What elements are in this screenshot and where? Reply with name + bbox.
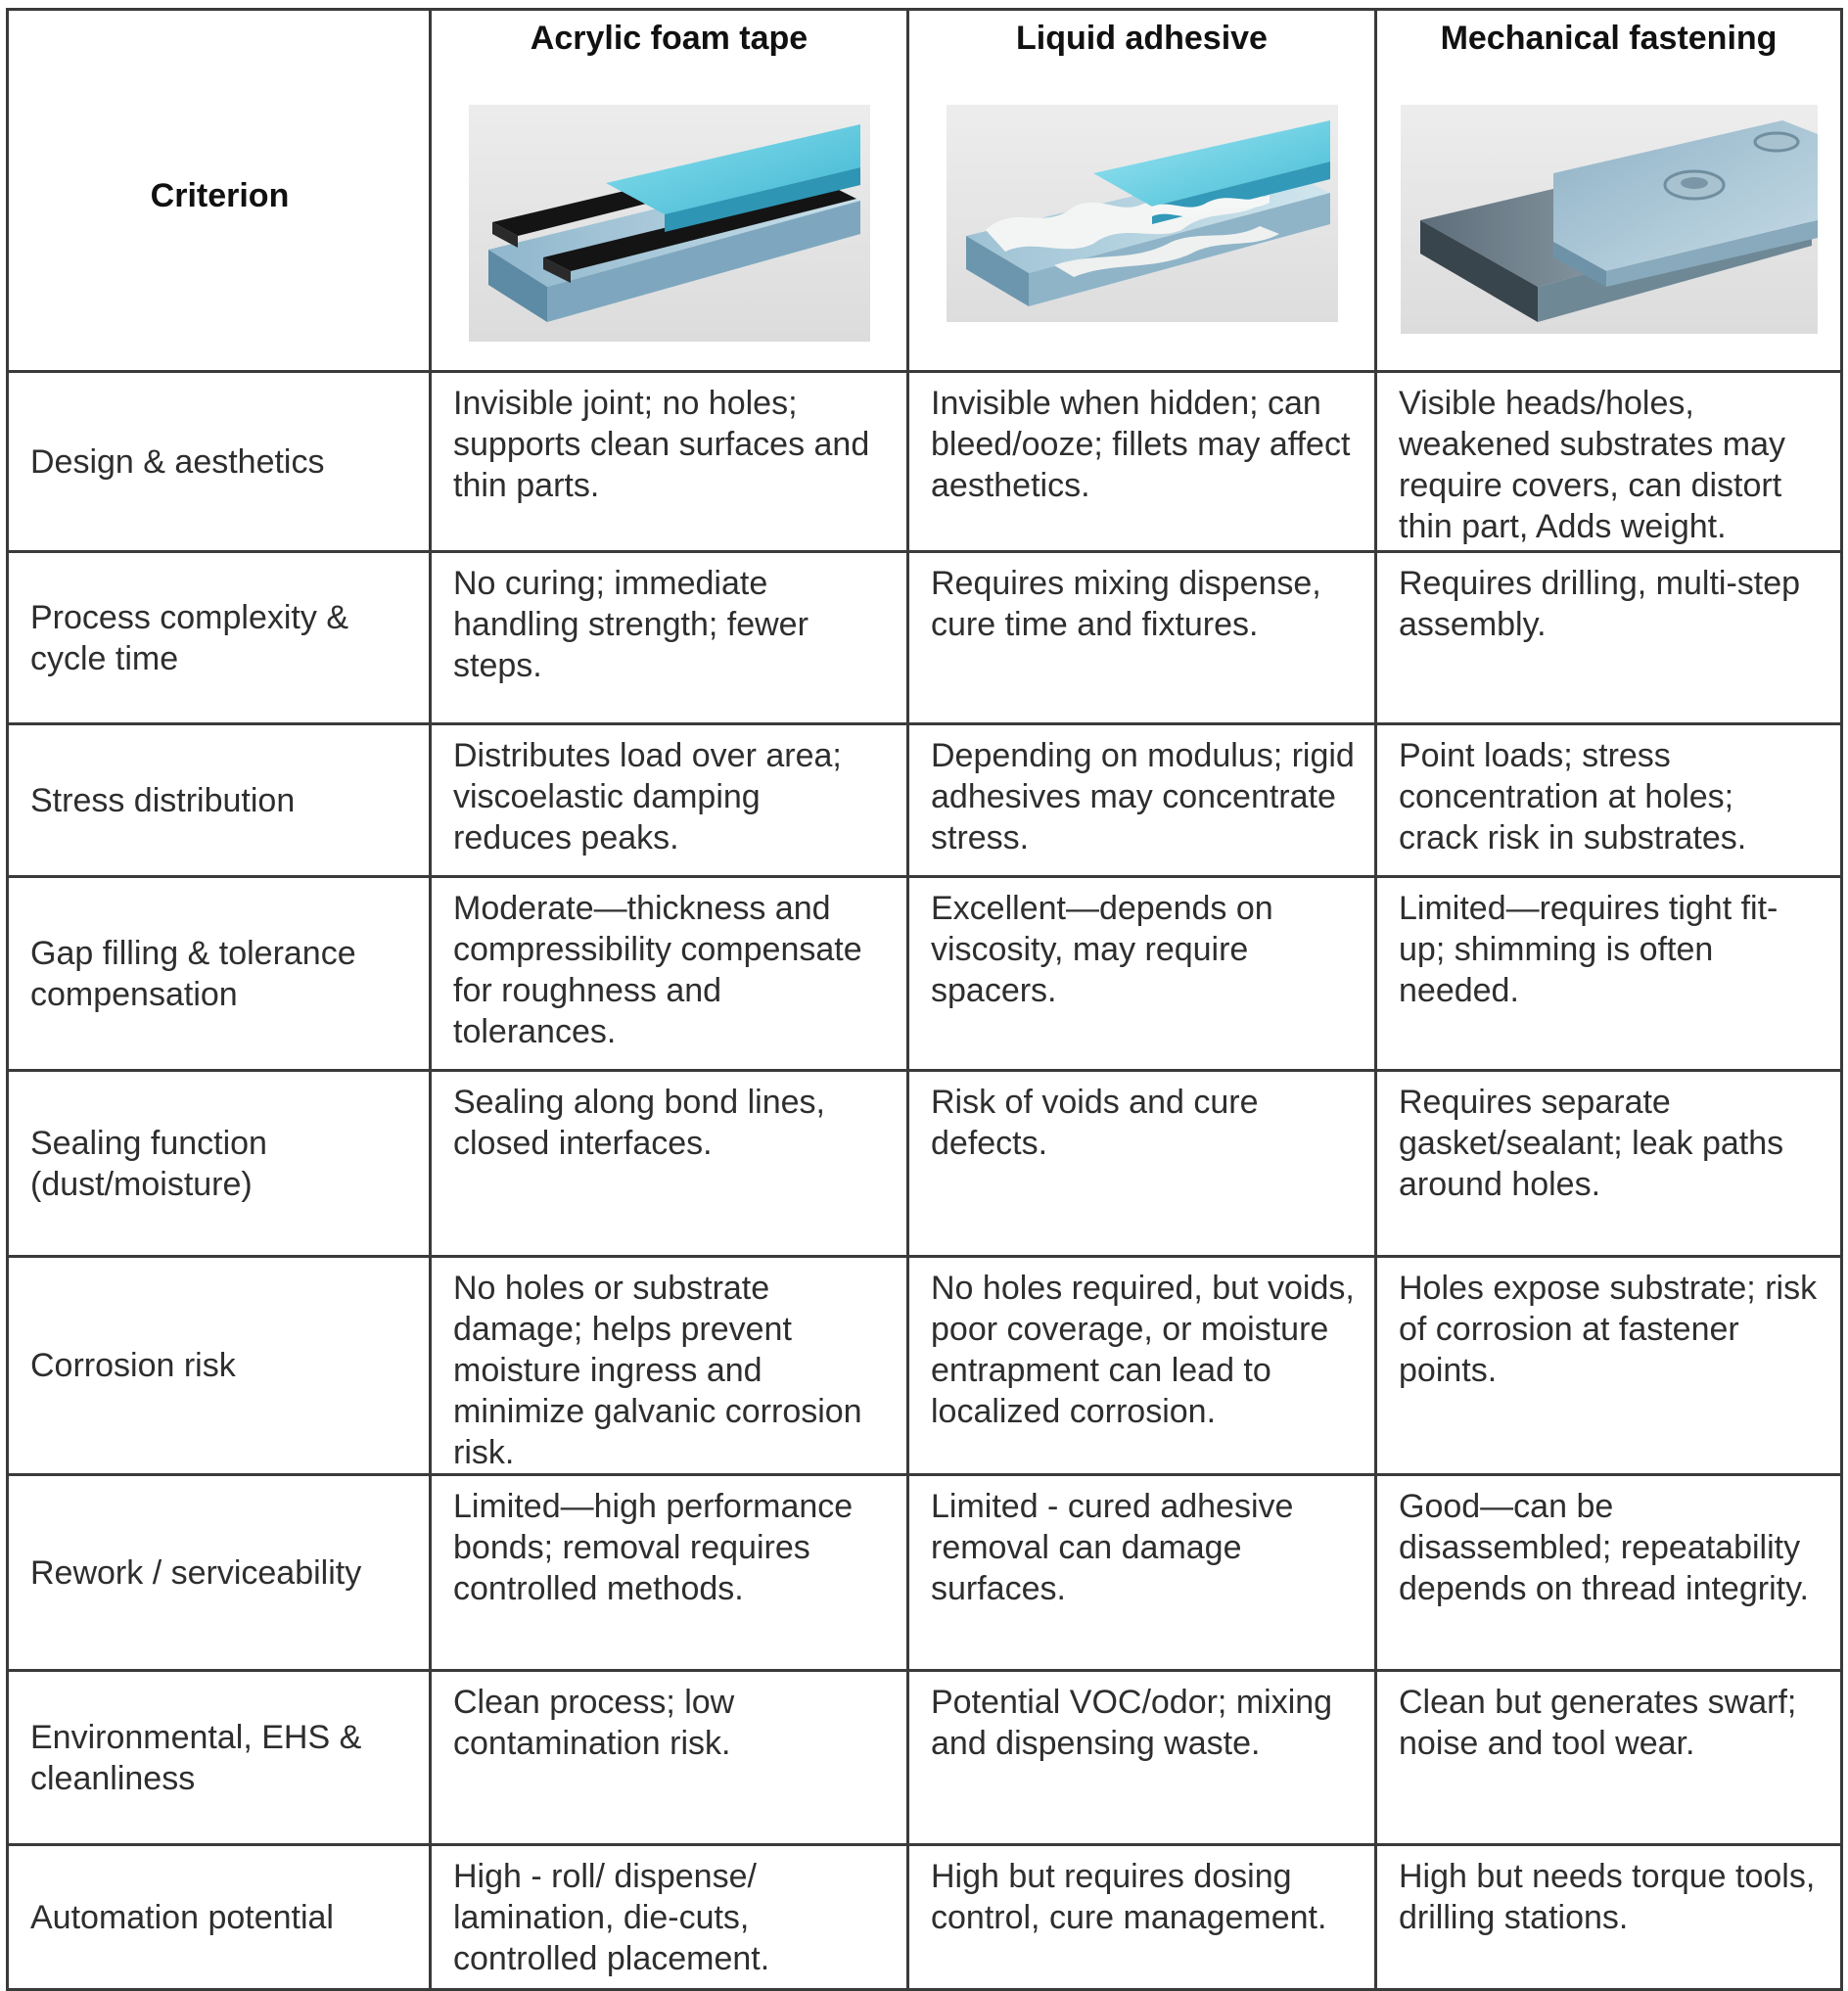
criterion-header: Criterion — [8, 10, 431, 372]
column-header-label: Mechanical fastening — [1440, 20, 1778, 57]
criterion-cell: Sealing function (dust/moisture) — [8, 1071, 431, 1257]
table-row — [8, 1475, 1842, 1671]
liquid-adhesive-cell: Potential VOC/odor; mixing and dispensing waste. — [908, 1671, 1376, 1845]
acrylic-foam-tape-cell: Limited—high performance bonds; removal requires controlled methods. — [431, 1475, 908, 1671]
table-row — [8, 1671, 1842, 1845]
column-header-liquid-adhesive — [908, 10, 1376, 372]
liquid-adhesive-cell: Requires mixing dispense, cure time and fixtures. — [908, 552, 1376, 724]
criterion-cell: Automation potential — [8, 1845, 431, 1990]
liquid-adhesive-cell: Excellent—depends on viscosity, may require spacers. — [908, 877, 1376, 1071]
column-header-label: Liquid adhesive — [1016, 20, 1268, 57]
table-row — [8, 552, 1842, 724]
table-row — [8, 1071, 1842, 1257]
mechanical-fastening-cell: Requires drilling, multi-step assembly. — [1376, 552, 1842, 724]
mechanical-fastening-cell: Point loads; stress concentration at holes; crack risk in substrates. — [1376, 724, 1842, 877]
column-header-label: Acrylic foam tape — [530, 20, 808, 57]
liquid-adhesive-cell: High but requires dosing control, cure management. — [908, 1845, 1376, 1990]
criterion-cell: Rework / serviceability — [8, 1475, 431, 1671]
mechanical-fastening-cell: Holes expose substrate; risk of corrosion at fastener points. — [1376, 1257, 1842, 1475]
mechanical-fastening-cell: Visible heads/holes, weakened substrates may require covers, can distort thin part, Adds weight. — [1376, 372, 1842, 552]
criterion-cell: Gap filling & tolerance compensation — [8, 877, 431, 1071]
table-row — [8, 372, 1842, 552]
liquid-adhesive-cell: Limited - cured adhesive removal can damage surfaces. — [908, 1475, 1376, 1671]
acrylic-foam-tape-cell: High - roll/ dispense/ lamination, die-cuts, controlled placement. — [431, 1845, 908, 1990]
acrylic-foam-tape-cell: Clean process; low contamination risk. — [431, 1671, 908, 1845]
column-header-mechanical-fastening — [1376, 10, 1842, 372]
comparison-table — [6, 8, 1843, 1991]
foam-tape-joint-illustration-icon — [469, 105, 870, 342]
column-header-acrylic-foam-tape — [431, 10, 908, 372]
mechanical-fastening-cell: High but needs torque tools, drilling stations. — [1376, 1845, 1842, 1990]
criterion-cell: Environmental, EHS & cleanliness — [8, 1671, 431, 1845]
liquid-adhesive-joint-illustration-icon — [947, 105, 1338, 322]
liquid-adhesive-cell: Invisible when hidden; can bleed/ooze; fillets may affect aesthetics. — [908, 372, 1376, 552]
table-header-row — [8, 10, 1842, 372]
acrylic-foam-tape-cell: Moderate—thickness and compressibility compensate for roughness and tolerances. — [431, 877, 908, 1071]
mechanical-fastening-cell: Clean but generates swarf; noise and tool wear. — [1376, 1671, 1842, 1845]
acrylic-foam-tape-cell: Sealing along bond lines, closed interfaces. — [431, 1071, 908, 1257]
mechanical-fastening-cell: Good—can be disassembled; repeatability depends on thread integrity. — [1376, 1475, 1842, 1671]
criterion-cell: Stress distribution — [8, 724, 431, 877]
criterion-cell: Design & aesthetics — [8, 372, 431, 552]
table-row — [8, 1257, 1842, 1475]
criterion-cell: Corrosion risk — [8, 1257, 431, 1475]
liquid-adhesive-cell: Depending on modulus; rigid adhesives may concentrate stress. — [908, 724, 1376, 877]
liquid-adhesive-cell: No holes required, but voids, poor coverage, or moisture entrapment can lead to localized corrosion. — [908, 1257, 1376, 1475]
acrylic-foam-tape-cell: Invisible joint; no holes; supports clean surfaces and thin parts. — [431, 372, 908, 552]
table-row — [8, 1845, 1842, 1990]
table-row — [8, 724, 1842, 877]
acrylic-foam-tape-cell: Distributes load over area; viscoelastic damping reduces peaks. — [431, 724, 908, 877]
mechanical-fastening-cell: Requires separate gasket/sealant; leak paths around holes. — [1376, 1071, 1842, 1257]
mechanical-fastening-joint-illustration-icon — [1401, 105, 1818, 334]
mechanical-fastening-cell: Limited—requires tight fit-up; shimming is often needed. — [1376, 877, 1842, 1071]
table-row — [8, 877, 1842, 1071]
liquid-adhesive-cell: Risk of voids and cure defects. — [908, 1071, 1376, 1257]
acrylic-foam-tape-cell: No holes or substrate damage; helps prevent moisture ingress and minimize galvanic corrosion risk. — [431, 1257, 908, 1475]
criterion-cell: Process complexity & cycle time — [8, 552, 431, 724]
acrylic-foam-tape-cell: No curing; immediate handling strength; fewer steps. — [431, 552, 908, 724]
